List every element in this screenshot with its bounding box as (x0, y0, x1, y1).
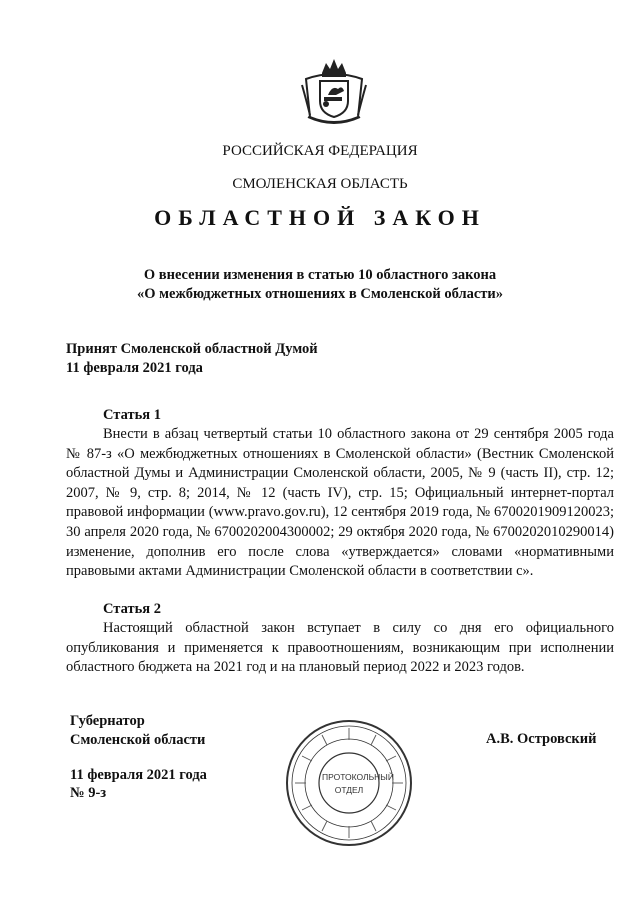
signatory-name: А.В. Островский (486, 731, 597, 747)
article-2-heading: Статья 2 (103, 601, 161, 617)
adoption-date: 11 февраля 2021 года (66, 360, 203, 376)
country-heading: РОССИЙСКАЯ ФЕДЕРАЦИЯ (222, 143, 418, 159)
law-subject-line-1: О внесении изменения в статью 10 областного закона (143, 267, 497, 283)
adoption-note (66, 340, 318, 378)
smolensk-coat-of-arms-icon (296, 55, 372, 131)
law-subject-line-2: «О межбюджетных отношениях в Смоленской области» (136, 286, 504, 302)
stamp-label (322, 771, 394, 797)
signing-date: 11 февраля 2021 года (70, 767, 207, 783)
law-number: № 9-з (70, 785, 107, 801)
signatory-title-line-1: Губернатор (70, 713, 145, 729)
stamp-label-line-2: ОТДЕЛ (334, 785, 364, 795)
signing-info (70, 766, 207, 802)
article-1-heading: Статья 1 (103, 407, 161, 423)
article-1-text: Внести в абзац четвертый статьи 10 областного закона от 29 сентября 2005 года № 87-з «О межбюджетных отношениях в Смоленской области» (Вестник Смоленской областной Думы и Администрации Смоленской области, 2005, № 9 (часть II), стр. 12; 2007, № 9, стр. 8; 2014, № 12 (часть IV), стр. 15; Официальный интернет-портал правовой информации (www.pravo.gov.ru), 12 сентября 2019 года, № 6700201909120023; 30 апреля 2020 года, № 6700202004300002; 29 октября 2020 года, № 6700202010290014) изменение, дополнив его после слова «утверждается» словами «нормативными правовыми актами Администрации Смоленской области в соответствии с». (66, 426, 614, 580)
stamp-label-line-1: ПРОТОКОЛЬНЫЙ (322, 772, 394, 782)
document-type-title: ОБЛАСТНОЙ ЗАКОН (154, 205, 486, 230)
article-2-text: Настоящий областной закон вступает в силу со дня его официального опубликования и применяется к правоотношениям, возникающим при исполнении областного бюджета на 2021 год и на плановый период 2022 и 2023 годов. (66, 620, 614, 676)
signatory-title-line-2: Смоленской области (70, 732, 206, 748)
region-heading: СМОЛЕНСКАЯ ОБЛАСТЬ (232, 176, 408, 192)
adoption-body: Принят Смоленской областной Думой (66, 341, 318, 357)
signatory-title (70, 712, 205, 750)
law-subject (0, 266, 640, 304)
